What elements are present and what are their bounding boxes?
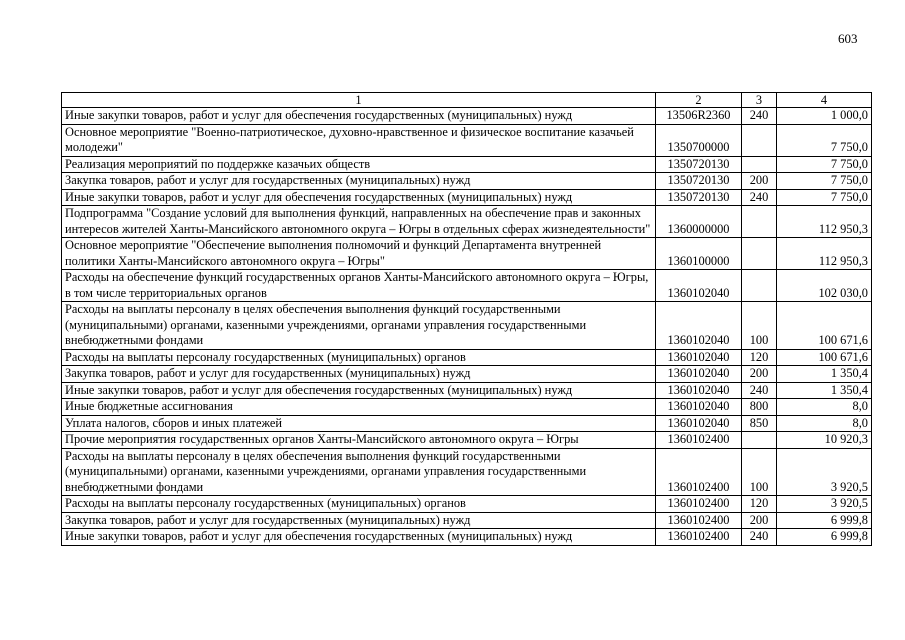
row-type-cell: 200 <box>742 173 777 190</box>
row-amount-cell: 112 950,3 <box>777 238 872 270</box>
row-amount-cell: 100 671,6 <box>777 302 872 350</box>
table-row <box>62 173 872 190</box>
row-code-cell: 1360102040 <box>656 270 742 302</box>
row-type-cell <box>742 206 777 238</box>
row-name-cell: Расходы на выплаты персоналу в целях обеспечения выполнения функций государственными (муниципальными) органами, казенными учреждениями, органами управления государственными внебюджетными фондами <box>62 302 656 350</box>
row-name-cell: Закупка товаров, работ и услуг для государственных (муниципальных) нужд <box>62 512 656 529</box>
row-name-cell: Закупка товаров, работ и услуг для государственных (муниципальных) нужд <box>62 173 656 190</box>
row-amount-cell: 6 999,8 <box>777 512 872 529</box>
row-type-cell: 120 <box>742 496 777 513</box>
row-type-cell <box>742 270 777 302</box>
row-type-cell: 800 <box>742 399 777 416</box>
table-row <box>62 302 872 350</box>
row-amount-cell: 1 350,4 <box>777 382 872 399</box>
table-row <box>62 238 872 270</box>
row-code-cell: 1350720130 <box>656 173 742 190</box>
row-amount-cell: 3 920,5 <box>777 448 872 496</box>
table-row <box>62 415 872 432</box>
row-code-cell: 1360102400 <box>656 529 742 546</box>
row-type-cell <box>742 432 777 449</box>
row-code-cell: 1360102040 <box>656 399 742 416</box>
row-type-cell: 120 <box>742 349 777 366</box>
row-name-cell: Прочие мероприятия государственных органов Ханты-Мансийского автономного округа – Югры <box>62 432 656 449</box>
row-name-cell: Расходы на обеспечение функций государственных органов Ханты-Мансийского автономного округа – Югры, в том числе территориальных органов <box>62 270 656 302</box>
row-name-cell: Расходы на выплаты персоналу государственных (муниципальных) органов <box>62 349 656 366</box>
table-row <box>62 382 872 399</box>
row-amount-cell: 102 030,0 <box>777 270 872 302</box>
row-name-cell: Иные закупки товаров, работ и услуг для обеспечения государственных (муниципальных) нужд <box>62 189 656 206</box>
row-amount-cell: 7 750,0 <box>777 124 872 156</box>
row-name-cell: Расходы на выплаты персоналу государственных (муниципальных) органов <box>62 496 656 513</box>
table-row <box>62 512 872 529</box>
table-row <box>62 432 872 449</box>
table-row <box>62 399 872 416</box>
row-amount-cell: 6 999,8 <box>777 529 872 546</box>
row-name-cell: Иные бюджетные ассигнования <box>62 399 656 416</box>
row-code-cell: 1350720130 <box>656 189 742 206</box>
row-amount-cell: 8,0 <box>777 399 872 416</box>
row-amount-cell: 8,0 <box>777 415 872 432</box>
row-type-cell: 850 <box>742 415 777 432</box>
table-header <box>62 93 872 108</box>
row-amount-cell: 112 950,3 <box>777 206 872 238</box>
row-type-cell: 200 <box>742 512 777 529</box>
row-name-cell: Закупка товаров, работ и услуг для государственных (муниципальных) нужд <box>62 366 656 383</box>
row-code-cell: 1360102040 <box>656 415 742 432</box>
row-amount-cell: 7 750,0 <box>777 173 872 190</box>
table-row <box>62 108 872 125</box>
table-row <box>62 156 872 173</box>
row-code-cell: 1360102040 <box>656 302 742 350</box>
row-name-cell: Подпрограмма "Создание условий для выполнения функций, направленных на обеспечение прав и законных интересов жителей Ханты-Мансийского автономного округа – Югры в отдельных сферах жизнедеятельности" <box>62 206 656 238</box>
row-amount-cell: 100 671,6 <box>777 349 872 366</box>
row-code-cell: 1360102400 <box>656 496 742 513</box>
row-type-cell: 100 <box>742 302 777 350</box>
table-row <box>62 496 872 513</box>
table-row <box>62 529 872 546</box>
row-amount-cell: 7 750,0 <box>777 189 872 206</box>
header-col-1: 1 <box>62 93 656 108</box>
header-row <box>62 93 872 108</box>
row-name-cell: Расходы на выплаты персоналу в целях обеспечения выполнения функций государственными (муниципальными) органами, казенными учреждениями, органами управления государственными внебюджетными фондами <box>62 448 656 496</box>
row-amount-cell: 7 750,0 <box>777 156 872 173</box>
row-name-cell: Основное мероприятие "Военно-патриотическое, духовно-нравственное и физическое воспитание казачьей молодежи" <box>62 124 656 156</box>
row-amount-cell: 1 000,0 <box>777 108 872 125</box>
header-col-3: 3 <box>742 93 777 108</box>
row-code-cell: 1360102400 <box>656 448 742 496</box>
row-name-cell: Иные закупки товаров, работ и услуг для обеспечения государственных (муниципальных) нужд <box>62 382 656 399</box>
table-row <box>62 349 872 366</box>
row-name-cell: Основное мероприятие "Обеспечение выполнения полномочий и функций Департамента внутренней политики Ханты-Мансийского автономного округа – Югры" <box>62 238 656 270</box>
row-name-cell: Иные закупки товаров, работ и услуг для обеспечения государственных (муниципальных) нужд <box>62 108 656 125</box>
row-type-cell <box>742 238 777 270</box>
table-row <box>62 189 872 206</box>
row-type-cell <box>742 124 777 156</box>
table-row <box>62 124 872 156</box>
row-amount-cell: 3 920,5 <box>777 496 872 513</box>
table-row <box>62 448 872 496</box>
row-code-cell: 1360102400 <box>656 432 742 449</box>
header-col-2: 2 <box>656 93 742 108</box>
row-name-cell: Иные закупки товаров, работ и услуг для обеспечения государственных (муниципальных) нужд <box>62 529 656 546</box>
row-type-cell: 240 <box>742 382 777 399</box>
row-code-cell: 1360102040 <box>656 349 742 366</box>
row-type-cell: 240 <box>742 108 777 125</box>
row-code-cell: 1350700000 <box>656 124 742 156</box>
row-code-cell: 1360100000 <box>656 238 742 270</box>
row-amount-cell: 10 920,3 <box>777 432 872 449</box>
table-row <box>62 206 872 238</box>
row-amount-cell: 1 350,4 <box>777 366 872 383</box>
row-type-cell: 100 <box>742 448 777 496</box>
row-code-cell: 1360102040 <box>656 366 742 383</box>
row-name-cell: Реализация мероприятий по поддержке казачьих обществ <box>62 156 656 173</box>
row-code-cell: 1350720130 <box>656 156 742 173</box>
row-type-cell: 200 <box>742 366 777 383</box>
table-row <box>62 270 872 302</box>
table-row <box>62 366 872 383</box>
page-number: 603 <box>838 31 858 46</box>
row-type-cell: 240 <box>742 529 777 546</box>
row-name-cell: Уплата налогов, сборов и иных платежей <box>62 415 656 432</box>
row-code-cell: 13506R2360 <box>656 108 742 125</box>
header-col-4: 4 <box>777 93 872 108</box>
row-code-cell: 1360102040 <box>656 382 742 399</box>
table-body <box>62 108 872 546</box>
row-code-cell: 1360102400 <box>656 512 742 529</box>
row-code-cell: 1360000000 <box>656 206 742 238</box>
budget-table <box>61 92 872 546</box>
row-type-cell: 240 <box>742 189 777 206</box>
row-type-cell <box>742 156 777 173</box>
